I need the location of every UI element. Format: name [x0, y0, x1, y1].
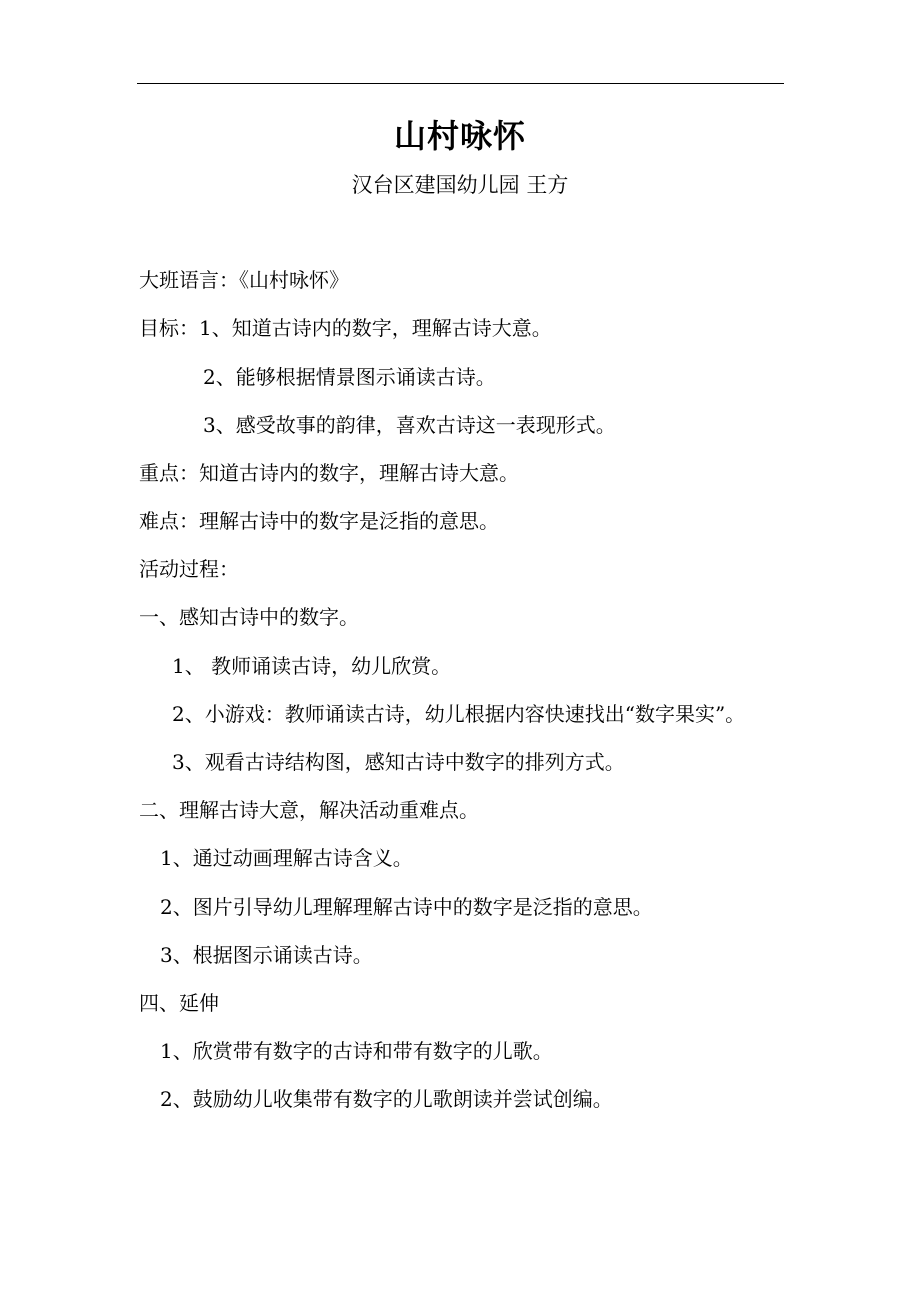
section-2-item-2: 2、图片引导幼儿理解理解古诗中的数字是泛指的意思。	[160, 895, 653, 919]
key-point-line: 重点：知道古诗内的数字，理解古诗大意。	[139, 461, 519, 485]
section-4-item-1: 1、欣赏带有数字的古诗和带有数字的儿歌。	[160, 1039, 553, 1063]
process-heading: 活动过程：	[139, 557, 239, 581]
section-1-item-1: 1、 教师诵读古诗，幼儿欣赏。	[172, 654, 452, 678]
section-4-item-2: 2、鼓励幼儿收集带有数字的儿歌朗读并尝试创编。	[160, 1087, 613, 1111]
goal-line-3: 3、感受故事的韵律，喜欢古诗这一表现形式。	[203, 413, 616, 437]
section-1-item-2: 2、小游戏：教师诵读古诗，幼儿根据内容快速找出“数字果实”。	[172, 702, 746, 726]
section-1-item-3: 3、观看古诗结构图，感知古诗中数字的排列方式。	[172, 750, 625, 774]
section-4-heading: 四、延伸	[139, 991, 219, 1015]
section-1-heading: 一、感知古诗中的数字。	[139, 605, 359, 629]
difficulty-line: 难点：理解古诗中的数字是泛指的意思。	[139, 509, 499, 533]
goal-line-1: 目标：1、知道古诗内的数字，理解古诗大意。	[139, 316, 552, 340]
section-2-item-3: 3、根据图示诵读古诗。	[160, 943, 373, 967]
document-title: 山村咏怀	[393, 117, 526, 155]
header-rule	[137, 83, 784, 84]
goal-line-2: 2、能够根据情景图示诵读古诗。	[203, 365, 496, 389]
section-2-heading: 二、理解古诗大意，解决活动重难点。	[139, 798, 479, 822]
section-2-item-1: 1、通过动画理解古诗含义。	[160, 846, 413, 870]
course-line: 大班语言：《山村咏怀》	[139, 268, 349, 292]
document-author: 汉台区建国幼儿园 王方	[351, 173, 569, 197]
